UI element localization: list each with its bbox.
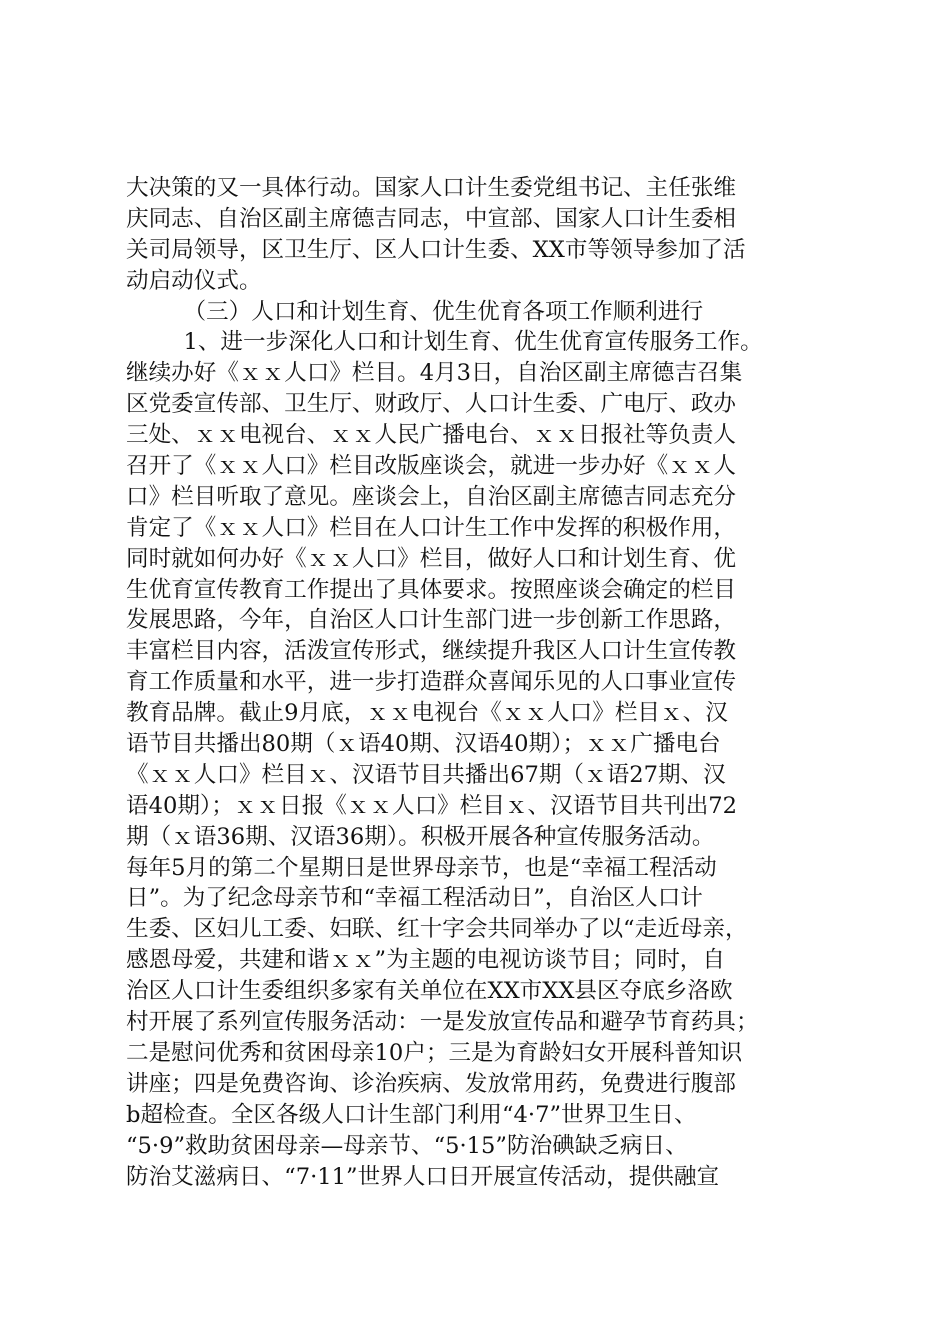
text-line: 区党委宣传部、卫生厅、财政厅、人口计生委、广电厅、政办 (126, 391, 737, 418)
text-line: 丰富栏目内容，活泼宣传形式，继续提升我区人口计生宣传教 (126, 638, 737, 665)
text-line: 每年5月的第二个星期日是世界母亲节，也是“幸福工程活动 (126, 854, 717, 881)
text-line: 教育品牌。截止9月底，ｘｘ电视台《ｘｘ人口》栏目ｘ、汉 (126, 700, 728, 727)
text-line: 1、进一步深化人口和计划生育、优生优育宣传服务工作。 (126, 329, 763, 356)
text-line: 关司局领导，区卫生厅、区人口计生委、XX市等领导参加了活 (126, 236, 746, 263)
text-line: b超检查。全区各级人口计生部门利用“4·7”世界卫生日、 (126, 1101, 697, 1128)
text-line: 语40期）；ｘｘ日报《ｘｘ人口》栏目ｘ、汉语节目共刊出72 (126, 792, 738, 819)
text-line: 同时就如何办好《ｘｘ人口》栏目，做好人口和计划生育、优 (126, 545, 737, 572)
body-text (126, 173, 846, 1192)
text-line: 育工作质量和水平，进一步打造群众喜闻乐见的人口事业宣传 (126, 669, 737, 696)
text-line: 日”。为了纪念母亲节和“幸福工程活动日”，自治区人口计 (126, 885, 703, 912)
text-line: 讲座；四是免费咨询、诊治疾病、发放常用药，免费进行腹部 (126, 1070, 737, 1097)
text-line: 发展思路，今年，自治区人口计生部门进一步创新工作思路， (126, 607, 737, 634)
text-line: 动启动仪式。 (126, 267, 262, 294)
text-line: 生优育宣传教育工作提出了具体要求。按照座谈会确定的栏目 (126, 576, 737, 603)
text-line: 期（ｘ语36期、汉语36期）。积极开展各种宣传服务活动。 (126, 823, 715, 850)
text-line: 感恩母爱，共建和谐ｘｘ”为主题的电视访谈节目；同时，自 (126, 947, 725, 974)
text-line: 三处、ｘｘ电视台、ｘｘ人民广播电台、ｘｘ日报社等负责人 (126, 422, 737, 449)
text-line: 防治艾滋病日、“7·11”世界人口日开展宣传活动，提供融宣 (126, 1163, 720, 1190)
text-line: 生委、区妇儿工委、妇联、红十字会共同举办了以“走近母亲， (126, 916, 748, 943)
text-line: 口》栏目听取了意见。座谈会上，自治区副主席德吉同志充分 (126, 483, 737, 510)
text-line: 庆同志、自治区副主席德吉同志，中宣部、国家人口计生委相 (126, 205, 737, 232)
text-line: 召开了《ｘｘ人口》栏目改版座谈会，就进一步办好《ｘｘ人 (126, 453, 737, 480)
text-line: 继续办好《ｘｘ人口》栏目。4月3日，自治区副主席德吉召集 (126, 360, 743, 387)
text-line: 治区人口计生委组织多家有关单位在XX市XX县区夺底乡洛欧 (126, 978, 733, 1005)
text-line: 村开展了系列宣传服务活动：一是发放宣传品和避孕节育药具； (126, 1009, 759, 1036)
text-line: 肯定了《ｘｘ人口》栏目在人口计生工作中发挥的积极作用， (126, 514, 737, 541)
text-line: “5·9”救助贫困母亲—母亲节、“5·15”防治碘缺乏病日、 (126, 1132, 688, 1159)
text-line: 语节目共播出80期（ｘ语40期、汉语40期）；ｘｘ广播电台 (126, 731, 721, 758)
text-line: 二是慰问优秀和贫困母亲10户；三是为育龄妇女开展科普知识 (126, 1039, 743, 1066)
text-line: （三）人口和计划生育、优生优育各项工作顺利进行 (126, 298, 704, 325)
text-line: 《ｘｘ人口》栏目ｘ、汉语节目共播出67期（ｘ语27期、汉 (126, 761, 726, 788)
text-line: 大决策的又一具体行动。国家人口计生委党组书记、主任张维 (126, 175, 737, 201)
